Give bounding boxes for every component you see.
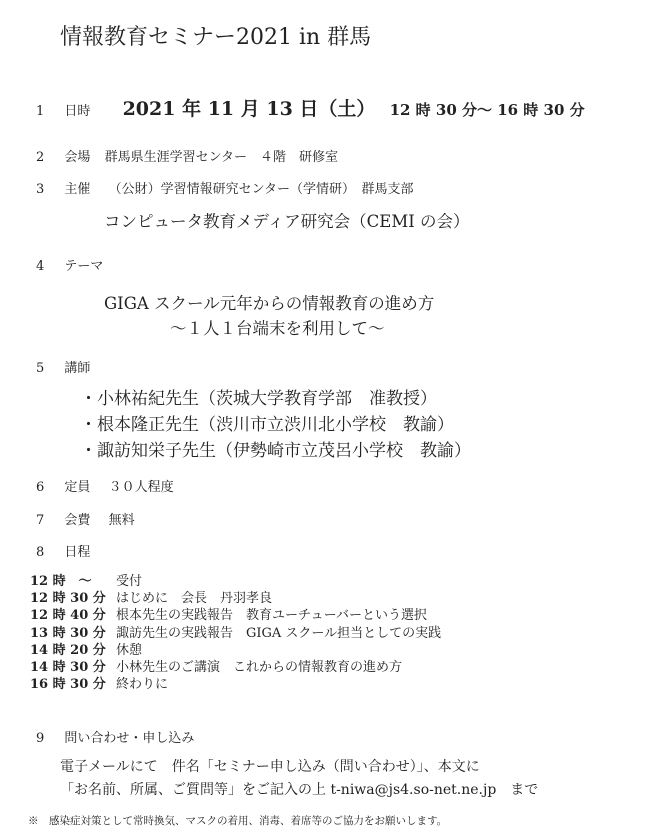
contact-line1: 電子メールにて 件名「セミナー申し込み（問い合わせ）」、本文に <box>60 759 480 775</box>
fee-value: 無料 <box>108 513 135 528</box>
section-number: 5 <box>36 361 45 376</box>
schedule-row <box>30 676 441 693</box>
schedule-time: 12 時 30 分 <box>30 591 106 607</box>
section-number: 2 <box>36 150 45 165</box>
venue-value: 群馬県生涯学習センター ４階 研修室 <box>104 150 339 165</box>
schedule-text: 小林先生のご講演 これからの情報教育の進め方 <box>116 660 403 676</box>
section-label: 会費 <box>64 513 91 528</box>
schedule-text: はじめに 会長 丹羽孝良 <box>116 591 273 607</box>
section-organizer <box>36 178 414 197</box>
footnote: ※ 感染症対策として常時換気、マスクの着用、消毒、着席等のご協力をお願いします。 <box>28 815 448 827</box>
event-time: 12 時 30 分〜 16 時 30 分 <box>389 101 585 119</box>
schedule-text: 諏訪先生の実践報告 GIGA スクール担当としての実践 <box>116 625 442 641</box>
theme-line2: 〜１人１台端末を利用して〜 <box>170 319 385 338</box>
section-label: 問い合わせ・申し込み <box>64 731 195 746</box>
section-label: 講師 <box>64 361 91 376</box>
section-speakers <box>36 357 90 376</box>
section-label: テーマ <box>64 259 104 274</box>
section-fee <box>36 509 135 528</box>
schedule-row <box>30 573 441 590</box>
section-venue <box>36 146 338 165</box>
section-number: 1 <box>36 104 45 119</box>
organizer-value: （公財）学習情報研究センター（学情研） 群馬支部 <box>108 182 414 197</box>
speaker-item: ・諏訪知栄子先生（伊勢崎市立茂呂小学校 教諭） <box>80 441 471 461</box>
page-title: 情報教育セミナー2021 in 群馬 <box>60 25 372 50</box>
section-label: 会場 <box>64 150 91 165</box>
schedule-time: 14 時 20 分 <box>30 642 106 658</box>
schedule-time: 12 時 〜 <box>30 574 92 589</box>
schedule-row <box>30 625 441 642</box>
section-label: 日程 <box>64 545 91 560</box>
section-number: 7 <box>36 513 45 528</box>
schedule-row <box>30 607 441 624</box>
section-number: 3 <box>36 182 45 197</box>
section-contact <box>36 727 194 746</box>
section-capacity <box>36 476 174 495</box>
schedule-row <box>30 642 441 659</box>
schedule-text: 終わりに <box>116 677 169 693</box>
schedule-row <box>30 659 441 676</box>
section-label: 定員 <box>64 480 91 495</box>
co-organizer: コンピュータ教育メディア研究会（CEMI の会） <box>104 212 470 231</box>
schedule-text: 休憩 <box>116 642 143 658</box>
section-number: 9 <box>36 731 45 746</box>
schedule-text: 受付 <box>116 574 143 589</box>
schedule-time: 14 時 30 分 <box>30 660 106 676</box>
event-date: 2021 年 11 月 13 日（土） <box>122 98 376 120</box>
section-number: 8 <box>36 545 45 560</box>
section-theme <box>36 255 103 274</box>
section-label: 日時 <box>64 104 91 119</box>
schedule-time: 13 時 30 分 <box>30 625 106 641</box>
speaker-item: ・小林祐紀先生（茨城大学教育学部 准教授） <box>80 389 437 409</box>
schedule-time: 16 時 30 分 <box>30 677 106 693</box>
speaker-item: ・根本隆正先生（渋川市立渋川北小学校 教諭） <box>80 415 454 435</box>
section-schedule <box>36 541 90 560</box>
section-number: 4 <box>36 259 45 274</box>
section-label: 主催 <box>64 182 91 197</box>
theme-line1: GIGA スクール元年からの情報教育の進め方 <box>104 294 435 313</box>
schedule-text: 根本先生の実践報告 教育ユーチューバーという選択 <box>116 608 427 624</box>
schedule-row <box>30 590 441 607</box>
schedule-list <box>30 573 441 693</box>
capacity-value: ３０人程度 <box>108 480 174 495</box>
contact-line2: 「お名前、所属、ご質問等」をご記入の上 t-niwa@js4.so-net.ne.jp まで <box>60 782 539 798</box>
schedule-time: 12 時 40 分 <box>30 608 106 624</box>
section-number: 6 <box>36 480 45 495</box>
section-datetime <box>36 94 585 121</box>
